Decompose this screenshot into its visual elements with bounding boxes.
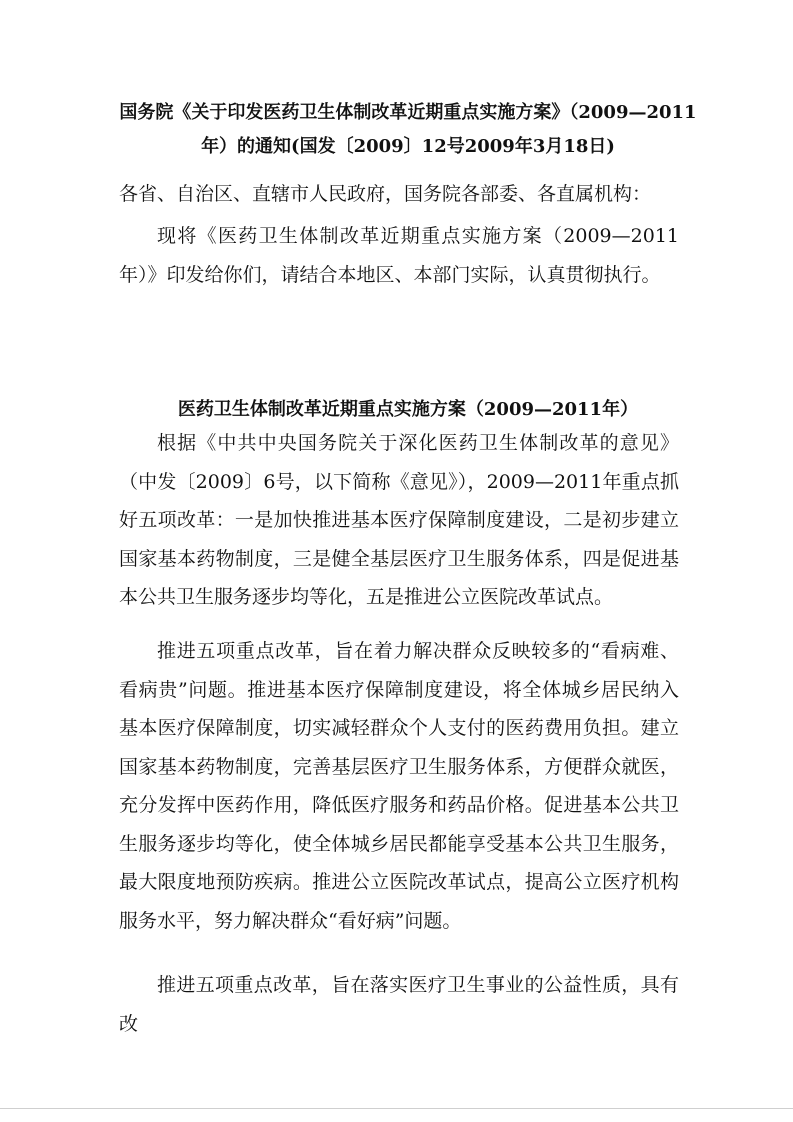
page-bottom-divider [0,1108,793,1109]
plan-paragraph-2: 推进五项重点改革，旨在着力解决群众反映较多的“看病难、看病贵”问题。推进基本医疗保障制度建设，将全体城乡居民纳入基本医疗保障制度，切实减轻群众个人支付的医药费用负担。建立国家基本药物制度，完善基层医疗卫生服务体系，方便群众就医，充分发挥中医药作用，降低医疗服务和药品价格。促进基本公共卫生服务逐步均等化，使全体城乡居民都能享受基本公共卫生服务，最大限度地预防疾病。推进公立医院改革试点，提高公立医疗机构服务水平，努力解决群众“看好病”问题。 [119,640,679,932]
notice-body: 现将《医药卫生体制改革近期重点实施方案（2009—2011年）》印发给你们，请结合本地区、本部门实际，认真贯彻执行。 [119,225,679,286]
notice-addressee: 各省、自治区、直辖市人民政府，国务院各部委、各直属机构： [119,183,652,205]
notice-title: 国务院《关于印发医药卫生体制改革近期重点实施方案》（2009—2011年）的通知(国发〔2009〕12号2009年3月18日) [119,102,697,157]
plan-title: 医药卫生体制改革近期重点实施方案（2009—2011年） [177,399,639,420]
plan-paragraph-1: 根据《中共中央国务院关于深化医药卫生体制改革的意见》（中发〔2009〕6号，以下简称《意见》），2009—2011年重点抓好五项改革：一是加快推进基本医疗保障制度建设，二是初步建立国家基本药物制度，三是健全基层医疗卫生服务体系，四是促进基本公共卫生服务逐步均等化，五是推进公立医院改革试点。 [119,432,679,608]
plan-paragraph-3: 推进五项重点改革，旨在落实医疗卫生事业的公益性质，具有改 [119,974,679,1035]
